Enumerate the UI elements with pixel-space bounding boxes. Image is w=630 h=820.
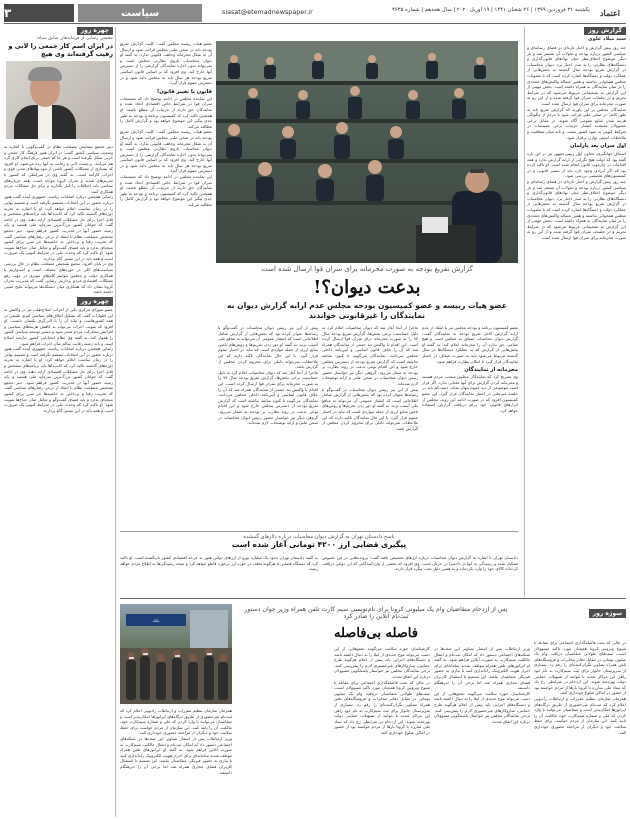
- body-text: عضو کمیسیون برنامه و بودجه مجلس نیز با انتقاد از عدم ارایه گزارش کامل تفریغ بودجه به نمایندگان گفت: گزارش دیوان محاسبات متعلق به مجلس است و هیچ مقامی حق ندارد آن را محرمانه اعلام کند. به گفته او بخش‌هایی از گزارش که به عملکرد دستگاه‌ها در سال گذشته مربوط می‌شود باید به صورت شفاف در اختیار نمایندگان قرار گیرد تا امکان نظارت فراهم شود.: [422, 325, 518, 364]
- story-column-1: [422, 325, 518, 530]
- body-text: این نماینده مجلس در ادامه توضیح داد که تصمیمات سران قوا در شرایط خاص اقتصادی اتخاذ شده و نمایندگان حق دارند از جزییات آن مطلع باشند. او همچنین تاکید کرد که کمیسیون برنامه و بودجه به طور جدی پیگیر این موضوع خواهد بود و گزارش کامل را مطالبه می‌کند.: [120, 95, 212, 129]
- portrait-wrap: [4, 61, 113, 141]
- body-text: به گفته دادستان تهران حدود یک میلیارد یورو از ارزهای دولتی هنوز به چرخه اقتصادی کشور بازنگشته است. او تاکید کرد که دستگاه قضایی با هرگونه تخلف در حوزه ارز برخورد قاطع خواهد کرد و نتیجه رسیدگی‌ها به اطلاع مردم خواهد رسید.: [120, 555, 318, 572]
- body-text: پیش از این نیز رییس دیوان محاسبات در گفت‌وگو با رسانه‌ها عنوان کرده بود که بخش‌هایی از گزارش شامل اطلاعاتی است که انتشار عمومی آن می‌تواند به منافع ملی آسیب بزند. به گفته او دور زدن تحریم‌ها و روش‌های تامین منابع ارزی از جمله مواردی است که نباید در اختیار عموم قرار گیرد. با این حال نمایندگان تاکید دارند که این ملاحظات نمی‌تواند دلیلی برای محروم کردن مجلس از گزارش باشد.: [218, 325, 318, 370]
- portrait-photo: [6, 61, 110, 139]
- body-text: عضو هیات رییسه مجلس گفت: کلیت گزارش تفریغ بودجه باید در صحن علنی مجلس قرائت شود و ارسال آن به شکل محرمانه وجاهت قانونی ندارد. به گفته او دیوان محاسبات بازوی نظارتی مجلس است و نمی‌تواند بدون اجازه نمایندگان گزارشی را از دسترس آنها خارج کند. وی افزود که بر اساس قانون اساسی تفریغ بودجه هر سال باید به مجلس داده شود و در دسترس عموم قرار گیرد.: [120, 41, 212, 86]
- body-text: وی تصریح کرد که نمایندگان مجلس منتخب مردم هستند و محرمانه کردن گزارش برای آنها معنایی ندارد. اگر قرار است موضوعی از دید عموم پنهان بماند، دست‌کم باید در جلسه غیرعلنی در اختیار نمایندگان قرار گیرد. این عضو کمیسیون افزود که در صورت ادامه این روند، مجلس از ابزارهای قانونی خود برای دریافت گزارش استفاده خواهد کرد.: [422, 374, 518, 413]
- parliament-photo: [216, 41, 518, 263]
- body-text: همزمان سازمان تنظیم مقررات و ارتباطات رادیویی اعلام کرد که ثبت‌نام غیرحضوری از طریق درگاه‌های اپراتورها امکان‌پذیر است و متقاضیان می‌توانند با وارد کردن کد ملی و شماره سیم‌کارت خود، مالکیت آن را تایید کنند. این سازمان از مردم خواست برای حفظ سلامت خود و دیگران از مراجعه حضوری خودداری کنند.: [534, 695, 626, 735]
- body-text: عضو هیات رییسه مجلس گفت: کلیت گزارش تفریغ بودجه باید در صحن علنی مجلس قرائت شود و ارسال آن به شکل محرمانه وجاهت قانونی ندارد. به گفته او دیوان محاسبات بازوی نظارتی مجلس است و نمی‌تواند بدون اجازه نمایندگان گزارشی را از دسترس آنها خارج کند. وی افزود که بر اساس قانون اساسی تفریغ بودجه هر سال باید به مجلس داده شود و در دسترس عموم قرار گیرد.: [120, 129, 212, 174]
- masthead: [4, 4, 626, 22]
- profile-kicker: محسن رضایی از فرماندهان سابق سپاه:: [36, 36, 113, 41]
- bottom-headline: فاصله بی‌فاصله: [334, 626, 418, 641]
- bottom-divider: [120, 598, 626, 599]
- story-column-3: [218, 325, 318, 530]
- body-text: در حالی که بحث فاصله‌گذاری اجتماعی برای مقابله با شیوع ویروس کرونا همچنان مورد تاکید مسوولان است، صف‌های طولانی متقاضیان دریافت وام یک میلیون تومانی در مقابل دفاتر مخابرات و فروشگاه‌های تلفن همراه تصاویر نگران‌کننده‌ای را رقم زد. بسیاری از سرپرستان خانوار برای ثبت سیم‌کارت به نام خود راهی این مراکز شدند تا بتوانند از تسهیلات حمایتی دولت بهره‌مند شوند. این ازدحام در شرایطی رخ داد که ستاد ملی مبارزه با کرونا بارها از مردم خواسته بود از حضور در اماکن شلوغ خودداری کنند.: [334, 679, 430, 735]
- body-text: دادستان تهران با اشاره به گزارش دیوان محاسبات درباره ارزهای تخصیص یافته گفت: پرونده‌هایی در این خصوص تشکیل شده و رسیدگی به آنها در دادسرا در جریان است. وی افزود که بخشی از واردکنندگانی که ارز دولتی دریافت کرده‌اند کالای خود را وارد نکرده‌اند و به همین دلیل تحت پیگرد قرار دارند.: [322, 555, 518, 572]
- body-text: وی در پایان افزود: مجمع تشخیص مصلحت نظام در حال بررسی سیاست‌های کلی در حوزه‌های مختلف است و امیدواریم با همکاری دولت و مجلس بتوانیم گام‌های موثری در جهت رفع مشکلات اقتصادی مردم برداریم. رضایی گفت که مدیریت بحران کرونا نشان داد که همکاری میان دستگاه‌ها می‌تواند نتایج مثبتی داشته باشد.: [4, 261, 113, 295]
- section-tab: چهره روز: [77, 27, 113, 35]
- body-text: همزمان سازمان تنظیم مقررات و ارتباطات رادیویی اعلام کرد که ثبت‌نام غیرحضوری از طریق درگاه‌های اپراتورها امکان‌پذیر است و متقاضیان می‌توانند با وارد کردن کد ملی و شماره سیم‌کارت خود، مالکیت آن را تایید کنند. این سازمان از مردم خواست برای حفظ سلامت خود و دیگران از مراجعه حضوری خودداری کنند.: [120, 708, 232, 736]
- main-deck: عضو هیات رییسه و عضو کمیسیون بودجه مجلس عدم ارایه گزارش دیوان به نمایندگان را غیرقانونی خواندند: [227, 301, 507, 320]
- bottom-story: [120, 600, 626, 817]
- box-headline: پیگیری قضایی ارز ۴۲۰۰ تومانی آغاز شده است: [231, 540, 407, 549]
- right-tab-bar: [527, 27, 626, 34]
- body-text: در حالی که بحث فاصله‌گذاری اجتماعی برای مقابله با شیوع ویروس کرونا همچنان مورد تاکید مسوولان است، صف‌های طولانی متقاضیان دریافت وام یک میلیون تومانی در مقابل دفاتر مخابرات و فروشگاه‌های تلفن همراه تصاویر نگران‌کننده‌ای را رقم زد. بسیاری از سرپرستان خانوار برای ثبت سیم‌کارت به نام خود راهی این مراکز شدند تا بتوانند از تسهیلات حمایتی دولت بهره‌مند شوند. این ازدحام در شرایطی رخ داد که ستاد ملی مبارزه با کرونا بارها از مردم خواسته بود از حضور در اماکن شلوغ خودداری کنند.: [534, 640, 626, 696]
- profile-headline: در ایران اسم کار جمعی را لابی و رقیب گرفته‌اند وی هیچ: [8, 42, 113, 58]
- author-byline: سید میلاد علوی: [587, 36, 626, 42]
- bottom-col-4: [120, 708, 232, 816]
- logo-text: اعتماد: [599, 8, 621, 18]
- body-text: این نماینده مجلس در ادامه توضیح داد که تصمیمات سران قوا در شرایط خاص اقتصادی اتخاذ شده و نمایندگان حق دارند از جزییات آن مطلع باشند. او همچنین تاکید کرد که کمیسیون برنامه و بودجه به طور جدی پیگیر این موضوع خواهد بود و گزارش کامل را مطالبه می‌کند.: [120, 174, 212, 208]
- section-tab: سوژه روز: [589, 609, 626, 618]
- body-text: پیش از این نیز رییس دیوان محاسبات در گفت‌وگو با رسانه‌ها عنوان کرده بود که بخش‌هایی از گزارش شامل اطلاعاتی است که انتشار عمومی آن می‌تواند به منافع ملی آسیب بزند. به گفته او دور زدن تحریم‌ها و روش‌های تامین منابع ارزی از جمله مواردی است که نباید در اختیار عموم قرار گیرد. با این حال نمایندگان تاکید دارند که این ملاحظات نمی‌تواند دلیلی برای محروم کردن مجلس از گزارش باشد.: [322, 386, 418, 431]
- box-kicker: پاسخ دادستان تهران به گزارش دیوان محاسبات درباره دلارهای گمشده: [243, 534, 395, 540]
- body-text: کارشناسان حوزه سلامت می‌گویند تجمع‌هایی از این دست می‌تواند موج جدیدی از ابتلا را به دنبال داشته باشد و دستگاه‌های اجرایی باید پیش از اعلام هرگونه طرح حمایتی، سازوکارهای غیرحضوری لازم را پیش‌بینی کنند. برخی نمایندگان مجلس نیز خواستار پاسخگویی مسوولان درباره این اتفاق شدند.: [434, 690, 530, 724]
- left-tab-bar-2: [4, 298, 113, 305]
- newspaper-logo: [594, 4, 626, 22]
- bottom-col-2: [434, 646, 530, 816]
- section-tab: چهره روز: [77, 297, 113, 306]
- main-headline: بدعت دیوان؟!: [313, 277, 421, 298]
- section-title: سیاست: [78, 4, 202, 22]
- body-text: چند روز پیش گزارش و اخبار تازه‌ای در فضای رسانه‌ای و سیاسی کشور درباره بودجه و تحولات آن منتشر شد و بار دیگر موضوع اختلاف‌نظر میان نهادهای قانون‌گذاری و دستگاه‌های نظارتی را به صدر اخبار برد. دیوان محاسبات در گزارش تفریغ بودجه سال گذشته به بخش‌هایی از عملکرد دولت و دستگاه‌ها اشاره کرده است که با مصوبات مجلس همخوانی نداشته و همین مساله واکنش‌های متعددی را در میان نمایندگان به همراه داشته است. بخش مهمی از این گزارش به تصمیماتی مربوط می‌شود که در شرایط تحریم و در جلسات سران قوا گرفته شده و از این رو به صورت محرمانه برای سران قوا ارسال شده است.: [527, 45, 626, 106]
- story-column-2: [322, 325, 418, 530]
- bottom-kicker: پس از ازدحام متقاضیان وام یک میلیونی کرونا برای نام‌نویسی سیم کارت تلفن همراه وزیر جوان دستور ثبت‌نام آنلاین را صادر کرد: [244, 606, 508, 620]
- left-tab-bar: [4, 27, 113, 34]
- header-rule: [4, 23, 626, 24]
- bottom-tab-wrap: [589, 600, 626, 619]
- box-story-col-2: [120, 555, 318, 597]
- left-column-profile: [4, 27, 116, 817]
- bottom-col-1: [534, 640, 626, 816]
- subheading: محرمانه از نمایندگان: [464, 367, 518, 374]
- body-text: ماجرا از آنجا آغاز شد که دیوان محاسبات اعلام کرد به دلیل حساسیت برخی بخش‌ها، گزارش تفریغ بودجه سال ۹۷ را به صورت محرمانه برای سران قوا ارسال کرده است. این اقدام با واکنش تند جمعی از نمایندگان همراه شد که آن را خلاف قانون اساسی و آیین‌نامه داخلی مجلس می‌دانند. نمایندگان می‌گویند تا کنون سابقه نداشته است که گزارش تفریغ بودجه از دسترس مجلس خارج شود و این اقدام نوعی بدعت در روند نظارت بر بودجه به شمار می‌رود. گروهی دیگر نیز خواستار حضور رییس دیوان محاسبات در صحن علنی و ارایه توضیحات لازم شده‌اند.: [322, 325, 418, 386]
- subheading: اول سران بعد پارلمان: [569, 143, 626, 150]
- body-text: کارشناسان حوزه سلامت می‌گویند تجمع‌هایی از این دست می‌تواند موج جدیدی از ابتلا را به دنبال داشته باشد و دستگاه‌های اجرایی باید پیش از اعلام هرگونه طرح حمایتی، سازوکارهای غیرحضوری لازم را پیش‌بینی کنند. برخی نمایندگان مجلس نیز خواستار پاسخگویی مسوولان درباره این اتفاق شدند.: [334, 646, 430, 679]
- right-column-story: [524, 27, 626, 597]
- divider: [120, 531, 518, 532]
- body-text: عضو شورای مرکزی یکی از احزاب اصلاح‌طلب نیز در واکنش به این اظهارات گفت که تشکیل ائتلاف‌های سیاسی امری طبیعی در همه کشورهاست و نباید آن را با لابی‌گری یکسان دانست. او افزود که تقویت احزاب می‌تواند به کاهش هزینه‌های سیاسی و افزایش مشارکت مردم منجر شود و مسیر توسعه سیاسی کشور را هموار کند. به گفته وی نظام انتخاباتی کشور نیازمند اصلاح است و باید زمینه رقابت سالم میان احزاب فراهم شود.: [4, 307, 113, 346]
- body-text: نمایندگان مجلس بر این باورند که گزارش تفریغ باید به طور کامل در صحن علنی قرائت شود تا مردم از چگونگی هزینه شدن منابع عمومی آگاه شوند. در مقابل برخی مسوولان معتقدند انتشار جزییات برخی تصمیمات در شرایط کنونی به سود کشور نیست و باید میان شفافیت و ملاحظات امنیتی توازن برقرار شود.: [527, 106, 626, 140]
- page-number: ۳: [4, 4, 74, 22]
- body-text: وزیر ارتباطات پس از انتشار تصاویر این صف‌ها در شبکه‌های اجتماعی دستور داد که امکان ثبت‌نام و انتقال مالکیت سیم‌کارت به صورت آنلاین فراهم شود. به گفته او اپراتورهای تلفن همراه موظف شدند سامانه‌ای برای احراز هویت الکترونیک راه‌اندازی کنند تا نیازی به حضور فیزیکی متقاضیان نباشد. این تصمیم با استقبال کاربران فضای مجازی همراه شد اما برخی آن را دیرهنگام دانستند.: [120, 735, 232, 775]
- body-text: چند روز پیش گزارش و اخبار تازه‌ای در فضای رسانه‌ای و سیاسی کشور درباره بودجه و تحولات آن منتشر شد و بار دیگر موضوع اختلاف‌نظر میان نهادهای قانون‌گذاری و دستگاه‌های نظارتی را به صدر اخبار برد. دیوان محاسبات در گزارش تفریغ بودجه سال گذشته به بخش‌هایی از عملکرد دولت و دستگاه‌ها اشاره کرده است که با مصوبات مجلس همخوانی نداشته و همین مساله واکنش‌های متعددی را در میان نمایندگان به همراه داشته است. بخش مهمی از این گزارش به تصمیماتی مربوط می‌شود که در شرایط تحریم و در جلسات سران قوا گرفته شده و از این رو به صورت محرمانه برای سران قوا ارسال شده است.: [527, 179, 626, 240]
- subheading: قانون با تغییر قانون!: [156, 88, 212, 95]
- issue-info: یکشنبه ۳۱ فروردین ۱۳۹۹ | ۲۶ شعبان ۱۴۴۱ | ۱۹ آوریل ۲۰۲۰ | سال هجدهم | شماره ۴۶۴۵: [392, 7, 590, 13]
- bank-sign: بانک: [126, 614, 186, 626]
- bottom-col-3: [334, 646, 430, 816]
- body-text: رضایی همچنین درباره انتخابات ریاست جمهوری آینده گفت هنوز درباره حضور در این انتخابات تصمیم نگرفته است و تصمیم نهایی را در زمان مناسب اعلام خواهد کرد. او با اشاره به تجربه دوره‌های گذشته تاکید کرد که کاندیداها باید برنامه‌های مشخص و قابل اجرا برای حل مشکلات اقتصادی ارایه دهند. وی در ادامه گفت که جوانان کشور بزرگ‌ترین سرمایه ملی هستند و باید زمینه حضور آنها در مدیریت کشور فراهم شود. دبیر مجمع تشخیص مصلحت نظام با انتقاد از برخی رفتارهای سیاسی گفت که تخریب رقبا و پرداختن به حاشیه‌ها جز ضرر برای کشور نتیجه‌ای ندارد و باید فضای گفت‌وگو و تعامل میان جناح‌ها تقویت شود. او تاکید کرد که وحدت ملی در شرایط کنونی یک ضرورت است و همه باید در این مسیر گام بردارند.: [4, 346, 113, 413]
- box-story-col-1: [322, 555, 518, 597]
- section-tab: گزارش روز: [584, 27, 626, 35]
- box-story-header: [120, 534, 518, 549]
- photo-caption: گزارش تفریغ بودجه به صورت محرمانه برای سران قوا ارسال شده است: [261, 265, 473, 273]
- body-text: اسحاق جهانگیری، معاون اول رییس‌جمهور نیز در این باره گفته بود که دولت هیچ نگرانی از ارایه گزارش ندارد و همه اقدامات در چارچوب قانون انجام شده است. او تاکید کرده بود که اگر ایرادی وجود دارد باید از مسیر قانونی و در کمیسیون‌های تخصصی بررسی شود.: [527, 151, 626, 179]
- parliament-scene: [216, 41, 518, 263]
- body-text: ماجرا از آنجا آغاز شد که دیوان محاسبات اعلام کرد به دلیل حساسیت برخی بخش‌ها، گزارش تفریغ بودجه سال ۹۷ را به صورت محرمانه برای سران قوا ارسال کرده است. این اقدام با واکنش تند جمعی از نمایندگان همراه شد که آن را خلاف قانون اساسی و آیین‌نامه داخلی مجلس می‌دانند. نمایندگان می‌گویند تا کنون سابقه نداشته است که گزارش تفریغ بودجه از دسترس مجلس خارج شود و این اقدام نوعی بدعت در روند نظارت بر بودجه به شمار می‌رود. گروهی دیگر نیز خواستار حضور رییس دیوان محاسبات در صحن علنی و ارایه توضیحات لازم شده‌اند.: [218, 369, 318, 426]
- center-side-column: [120, 41, 212, 208]
- center-feature: [120, 27, 518, 597]
- crowd-scene: [120, 604, 232, 704]
- body-text: دبیر مجمع تشخیص مصلحت نظام در گفت‌وگویی با اشاره به وضعیت سیاسی کشور گفت: در ایران هنوز فرهنگ کار جمعی و حزبی شکل نگرفته است و هر جا که جمعی برای انجام کاری گرد هم می‌آیند، برچسب لابی و رقابت به آنها زده می‌شود. او افزود که بسیاری از مشکلات کشور ناشی از نبود نهادهای مدنی قوی و احزاب کارآمد است. به گفته وی در شرایطی که کشور با تحریم‌های شدید و بحران کرونا مواجه است، همه جریان‌های سیاسی باید اختلافات را کنار بگذارند و برای حل مشکلات مردم همکاری کنند.: [4, 144, 113, 194]
- queue-photo: [120, 604, 232, 704]
- body-text: وزیر ارتباطات پس از انتشار تصاویر این صف‌ها در شبکه‌های اجتماعی دستور داد که امکان ثبت‌نام و انتقال مالکیت سیم‌کارت به صورت آنلاین فراهم شود. به گفته او اپراتورهای تلفن همراه موظف شدند سامانه‌ای برای احراز هویت الکترونیک راه‌اندازی کنند تا نیازی به حضور فیزیکی متقاضیان نباشد. این تصمیم با استقبال کاربران فضای مجازی همراه شد اما برخی آن را دیرهنگام دانستند.: [434, 646, 530, 691]
- body-text: رضایی همچنین درباره انتخابات ریاست جمهوری آینده گفت هنوز درباره حضور در این انتخابات تصمیم نگرفته است و تصمیم نهایی را در زمان مناسب اعلام خواهد کرد. او با اشاره به تجربه دوره‌های گذشته تاکید کرد که کاندیداها باید برنامه‌های مشخص و قابل اجرا برای حل مشکلات اقتصادی ارایه دهند. وی در ادامه گفت که جوانان کشور بزرگ‌ترین سرمایه ملی هستند و باید زمینه حضور آنها در مدیریت کشور فراهم شود. دبیر مجمع تشخیص مصلحت نظام با انتقاد از برخی رفتارهای سیاسی گفت که تخریب رقبا و پرداختن به حاشیه‌ها جز ضرر برای کشور نتیجه‌ای ندارد و باید فضای گفت‌وگو و تعامل میان جناح‌ها تقویت شود. او تاکید کرد که وحدت ملی در شرایط کنونی یک ضرورت است و همه باید در این مسیر گام بردارند.: [4, 194, 113, 261]
- section-email: siasat@etemadnewspaper.ir: [222, 8, 313, 16]
